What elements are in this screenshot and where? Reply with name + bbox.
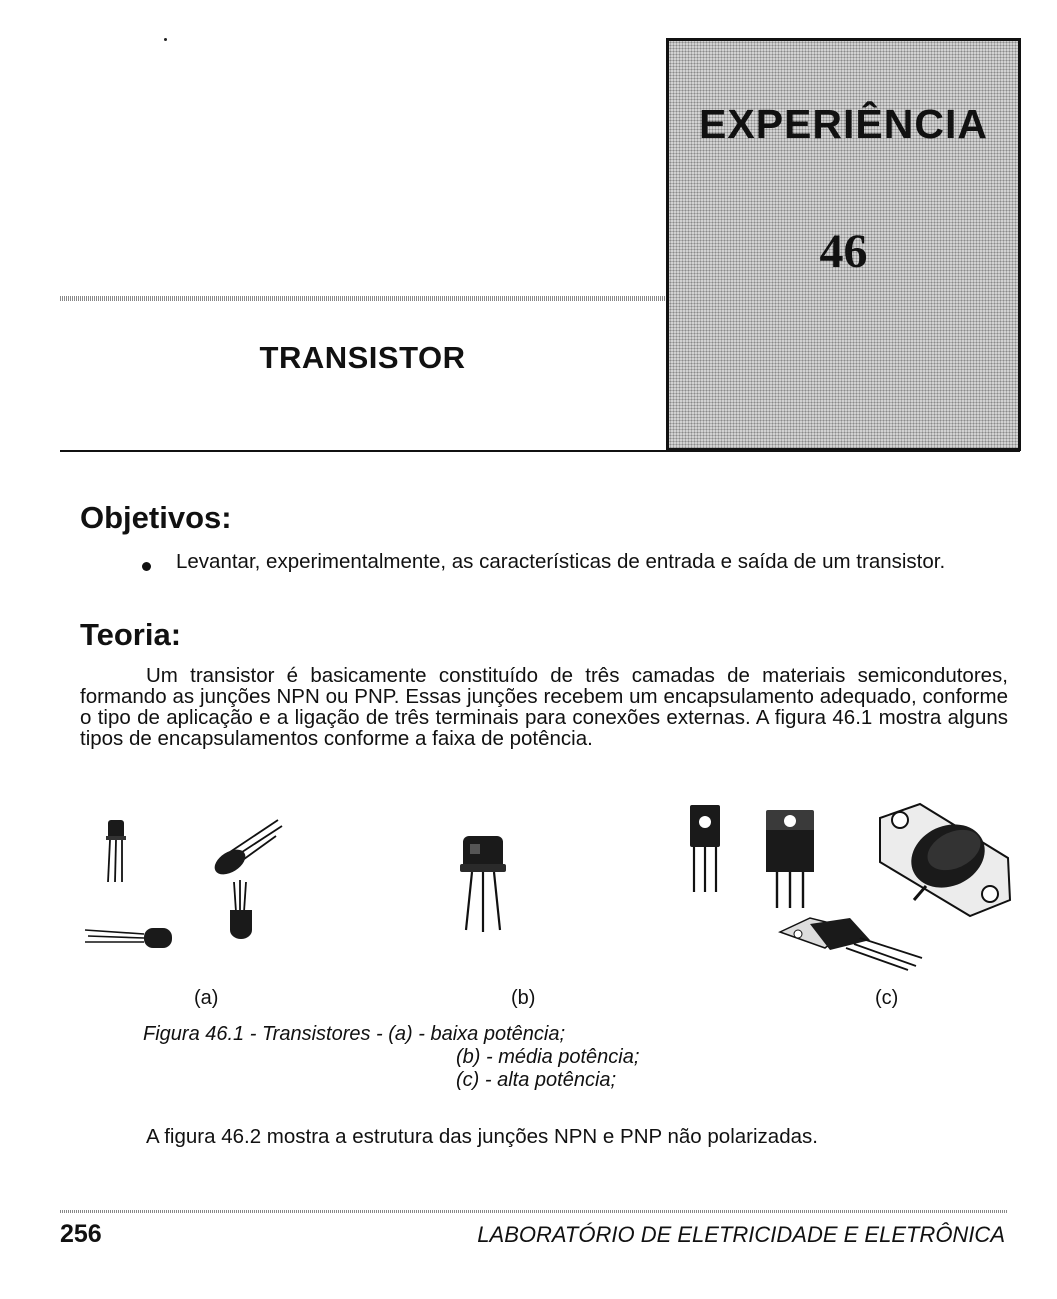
transistor-low-power-tilted-icon [210,820,282,879]
theory-paragraph: Um transistor é basicamente constituído de três camadas de materiais semicondutores, formando as junções NPN ou PNP. Essas junções recebem um encapsulamento adequado, conforme o tipo de aplicação e a ligação de três terminais para conexões externas. A figura 46.1 mostra alguns tipos de encapsulamentos conforme a faixa de potência. [80,664,1008,750]
objectives-heading: Objetivos: [80,500,232,535]
experience-word: EXPERIÊNCIA [699,101,988,147]
transistor-high-power-to220-icon [766,810,814,908]
transistor-medium-power-can-icon [460,836,506,932]
stray-mark [164,38,167,41]
figure-label-a: (a) [194,987,219,1009]
page-number: 256 [60,1220,102,1248]
transistor-low-power-to92-icon [230,880,252,939]
transistor-high-power-to220-lying-icon [780,918,922,970]
objective-item: Levantar, experimentalmente, as características de entrada e saída de um transistor. [176,550,946,573]
experience-number: 46 [819,225,868,278]
transistor-low-power-can-icon [106,820,126,882]
figure-label-b: (b) [511,987,536,1009]
bullet-icon [142,562,151,571]
figure-caption-line-2: (b) - média potência; [456,1046,640,1068]
book-title: LABORATÓRIO DE ELETRICIDADE E ELETRÔNICA [477,1222,1005,1247]
transistor-high-power-to126-icon [690,805,720,892]
transistor-figure [80,800,1020,980]
transistor-high-power-to3-icon [880,804,1010,916]
closing-paragraph: A figura 46.2 mostra a estrutura das junções NPN e PNP não polarizadas. [146,1125,818,1148]
theory-heading: Teoria: [80,617,182,652]
header-dotted-rule [60,296,668,301]
figure-caption-line-3: (c) - alta potência; [456,1069,617,1091]
transistor-low-power-horizontal-icon [85,928,172,948]
figure-label-c: (c) [875,987,899,1009]
figure-caption-line-1: Figura 46.1 - Transistores - (a) - baixa potência; [143,1023,566,1045]
footer-rule [60,1210,1008,1213]
experience-box [666,38,1021,451]
chapter-title: TRANSISTOR [259,340,466,375]
